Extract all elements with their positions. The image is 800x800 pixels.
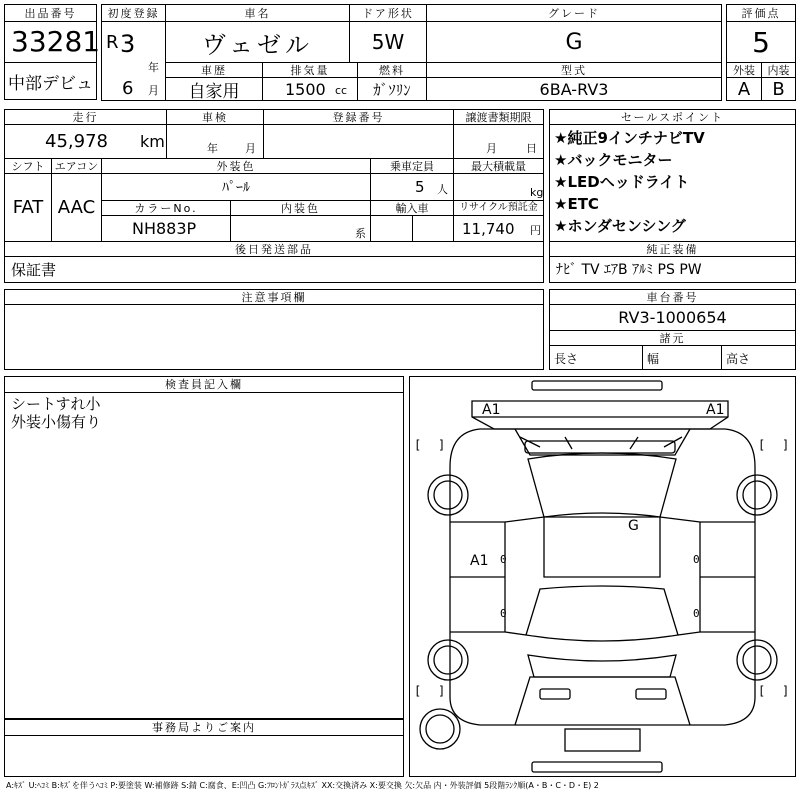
interior-grade-label: 内装 (761, 62, 796, 78)
car-outline-svg (410, 377, 795, 776)
aircon: AAC (57, 197, 96, 218)
damage-code-legend: A:ｷｽﾞ U:ﾍｺﾐ B:ｷｽﾞを伴うﾍｺﾐ P:要塗装 W:補修跡 S:錆 C:腐食、E:凹凸 G:ﾌﾛﾝﾄｶﾞﾗｽ点ｷｽﾞ XX:交換済み X:要交換 欠:欠品 内・外装評価 5段階ﾗﾝｸ順(A・B・C・D・E) 2 (6, 781, 599, 790)
standard-equipment-cell (549, 256, 796, 283)
inspection-month-unit: 月 (245, 142, 256, 155)
shift-cell (4, 173, 52, 242)
sales-point-1: ★純正9インチナビTV (554, 129, 705, 147)
specs-label: 諸元 (549, 330, 796, 346)
model-code: 6BA-RV3 (539, 79, 609, 99)
standard-equipment-label: 純正装備 (549, 241, 796, 257)
exterior-color: ﾊﾟｰﾙ (222, 180, 250, 196)
mileage-unit: km (140, 132, 165, 151)
height-cell (721, 345, 796, 370)
registration-era: R (106, 32, 119, 53)
standard-equipment: ﾅﾋﾞ TV ｴｱB ｱﾙﾐ PS PW (556, 262, 702, 278)
svg-text:[: [ (758, 684, 766, 698)
width-cell (642, 345, 722, 370)
import-cell-b (412, 215, 454, 242)
aircon-label: エアコン (51, 158, 102, 174)
inspection-label: 車検 (166, 109, 264, 125)
sales-point-4: ★ETC (554, 195, 599, 213)
office-notice-label: 事務局よりご案内 (4, 719, 404, 736)
sales-point-5: ★ホンダセンシング (554, 217, 686, 235)
venue-cell (4, 62, 97, 100)
registration-number-cell (263, 124, 454, 159)
inspector-note-2: 外装小傷有り (11, 413, 102, 431)
exterior-grade-cell (726, 77, 762, 101)
score-label: 評価点 (726, 4, 796, 22)
max-load-label: 最大積載量 (453, 158, 544, 174)
car-damage-diagram (409, 376, 796, 777)
exterior-grade: A (737, 78, 751, 100)
displacement-unit: cc (335, 84, 348, 97)
import-cell-a (370, 215, 413, 242)
shift-label: シフト (4, 158, 52, 174)
color-number: NH883P (132, 219, 197, 238)
month-unit: 月 (148, 84, 159, 97)
color-number-cell (101, 215, 231, 242)
fuel-label: 燃料 (357, 62, 427, 78)
color-number-label: カラーNo. (101, 200, 231, 216)
lot-number-label: 出品番号 (4, 4, 97, 22)
max-load-unit: kg (530, 186, 544, 199)
lot-number: 33281 (11, 25, 101, 58)
displacement-label: 排気量 (262, 62, 358, 78)
interior-grade: B (772, 78, 785, 100)
year-unit: 年 (148, 61, 159, 74)
interior-color-cell (230, 215, 371, 242)
notes-cell (4, 304, 544, 370)
sales-point-2: ★バックモニター (554, 151, 673, 169)
sales-points-label: セールスポイント (549, 109, 796, 125)
mileage-label: 走行 (4, 109, 167, 125)
svg-text:[: [ (758, 438, 766, 452)
transfer-day-unit: 日 (526, 142, 537, 155)
max-load-cell (453, 173, 544, 201)
recycle-cell (453, 215, 544, 242)
capacity: 5 (415, 178, 425, 196)
office-notice-cell (4, 735, 404, 777)
recycle-label: リサイクル預託金 (453, 200, 544, 216)
svg-text:]: ] (438, 684, 446, 698)
capacity-label: 乗車定員 (370, 158, 454, 174)
car-name-label: 車名 (165, 4, 350, 22)
car-name: ヴェゼル (201, 30, 314, 59)
fuel: ｶﾞｿﾘﾝ (373, 80, 411, 99)
door-cell (349, 21, 427, 63)
history-label: 車歴 (165, 62, 263, 78)
transfer-deadline-label: 譲渡書類期限 (453, 109, 544, 125)
model-cell (426, 77, 722, 101)
chassis-number: RV3-1000654 (618, 308, 727, 327)
history: 自家用 (188, 81, 240, 102)
svg-text:0: 0 (500, 553, 507, 566)
notes-label: 注意事項欄 (4, 289, 544, 305)
damage-mark-windshield: G (628, 518, 639, 534)
later-parts-cell (4, 256, 544, 283)
grade-label: グレード (426, 4, 722, 22)
capacity-cell (370, 173, 454, 201)
inspector-notes-cell (4, 392, 404, 719)
inspector-notes-label: 検査員記入欄 (4, 376, 404, 393)
damage-mark-left-door: A1 (470, 553, 489, 569)
car-name-cell (165, 21, 350, 63)
model-label: 型式 (426, 62, 722, 78)
mileage: 45,978 (45, 131, 108, 152)
later-parts: 保証書 (11, 261, 57, 279)
inspector-note-1: シートすれ小 (11, 395, 101, 413)
score-cell (726, 21, 796, 63)
grade: G (565, 29, 583, 55)
svg-text:]: ] (782, 684, 790, 698)
exterior-color-label: 外装色 (101, 158, 371, 174)
svg-text:]: ] (438, 438, 446, 452)
lot-number-cell (4, 21, 101, 63)
length-label: 長さ (554, 352, 579, 366)
damage-mark-front-left: A1 (482, 402, 501, 418)
interior-color-label: 内装色 (230, 200, 371, 216)
svg-text:0: 0 (693, 607, 700, 620)
chassis-label: 車台番号 (549, 289, 796, 305)
score: 5 (752, 25, 770, 59)
registration-number-label: 登録番号 (263, 109, 454, 125)
later-parts-label: 後日発送部品 (4, 241, 544, 257)
displacement-cell (262, 77, 358, 101)
recycle-unit: 円 (530, 224, 541, 237)
first-registration-label: 初度登録 (101, 4, 166, 22)
svg-text:0: 0 (693, 553, 700, 566)
height-label: 高さ (726, 352, 751, 366)
length-cell (549, 345, 643, 370)
svg-text:0: 0 (500, 607, 507, 620)
exterior-color-cell (101, 173, 371, 201)
interior-grade-cell (761, 77, 796, 101)
exterior-grade-label: 外装 (726, 62, 762, 78)
width-label: 幅 (647, 352, 660, 366)
svg-text:[: [ (414, 684, 422, 698)
transfer-month-unit: 月 (486, 142, 497, 155)
shift: FAT (12, 197, 44, 218)
fuel-cell (357, 77, 427, 101)
mileage-cell (4, 124, 167, 159)
transfer-deadline-cell (453, 124, 544, 159)
capacity-unit: 人 (437, 183, 448, 196)
displacement: 1500 (285, 80, 326, 99)
inspection-cell (166, 124, 264, 159)
door-type: 5W (371, 30, 405, 54)
sales-point-3: ★LEDヘッドライト (554, 173, 690, 191)
sales-points-cell (549, 124, 796, 242)
door-label: ドア形状 (349, 4, 427, 22)
svg-text:]: ] (782, 438, 790, 452)
import-label: 輸入車 (370, 200, 454, 216)
recycle-fee: 11,740 (462, 220, 515, 238)
inspection-year-unit: 年 (207, 142, 218, 155)
venue-name: 中部デビュ (8, 73, 93, 94)
history-cell (165, 77, 263, 101)
interior-color-unit: 系 (355, 227, 366, 240)
registration-month: 6 (122, 78, 134, 99)
damage-mark-front-right: A1 (706, 402, 725, 418)
first-registration-cell (101, 21, 166, 101)
svg-text:[: [ (414, 438, 422, 452)
registration-year: 3 (120, 30, 136, 58)
chassis-cell (549, 304, 796, 331)
grade-cell (426, 21, 722, 63)
aircon-cell (51, 173, 102, 242)
